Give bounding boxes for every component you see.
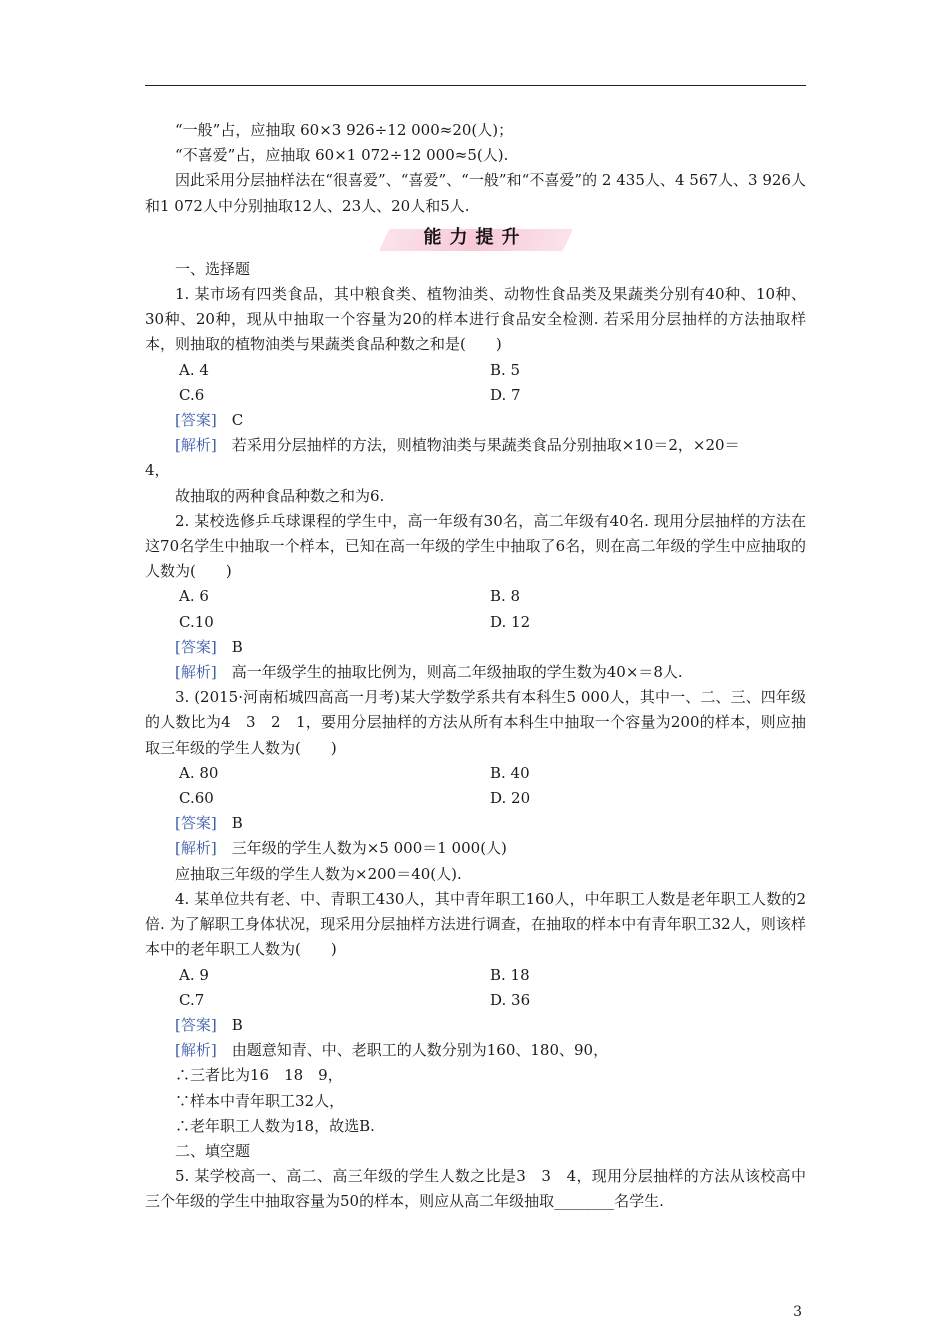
answer-tag: [答案]	[175, 814, 217, 833]
header-rule	[145, 85, 806, 86]
explanation-line: 4，	[145, 461, 170, 480]
option-c: C.60	[179, 789, 214, 808]
banner-title: 能力提升	[423, 227, 528, 249]
explanation-line	[145, 1038, 806, 1063]
options-row	[145, 584, 806, 609]
explanation-tag: [解析]	[175, 1041, 217, 1060]
question-stem: 5. 某学校高一、高二、高三年级的学生人数之比是3 3 4，现用分层抽样的方法从该校高中三个年级的学生中抽取容量为50的样本，则应从高二年级抽取________名学生.	[145, 1167, 806, 1211]
explanation-text: 若采用分层抽样的方法，则植物油类与果蔬类食品分别抽取×10＝2，×20＝	[231, 436, 740, 455]
explanation-text: 由题意知青、中、老职工的人数分别为160、180、90，	[231, 1041, 609, 1060]
question-stem: 3. (2015·河南柘城四高高一月考)某大学数学系共有本科生5 000人，其中一、二、三、四年级的人数比为4 3 2 1，要用分层抽样的方法从所有本科生中抽取一个容量为200的样本，则应抽取三年级的学生人数为( )	[145, 688, 806, 757]
option-c: C.6	[179, 385, 205, 404]
answer-line	[145, 635, 806, 660]
explanation-tag: [解析]	[175, 436, 217, 455]
option-b: B. 18	[490, 965, 530, 984]
options-row	[145, 786, 806, 811]
answer-value: B	[231, 637, 243, 656]
section-heading: 一、选择题	[175, 259, 251, 278]
option-b: B. 8	[490, 587, 521, 606]
explanation-tag: [解析]	[175, 839, 217, 858]
options-row	[145, 963, 806, 988]
explanation-line	[145, 433, 806, 458]
answer-tag: [答案]	[175, 637, 217, 656]
answer-tag: [答案]	[175, 411, 217, 430]
option-d: D. 7	[490, 385, 521, 404]
options-row	[145, 358, 806, 383]
option-c: C.7	[179, 990, 205, 1009]
explanation-line: 故抽取的两种食品种数之和为6.	[175, 486, 385, 505]
answer-tag: [答案]	[175, 1015, 217, 1034]
question-stem: 2. 某校选修乒乓球课程的学生中，高一年级有30名，高二年级有40名. 现用分层抽样的方法在这70名学生中抽取一个样本，已知在高一年级的学生中抽取了6名，则在高二年级的学生中应抽取的人数为( )	[145, 511, 806, 581]
option-a: A. 80	[179, 763, 219, 782]
option-a: A. 6	[179, 587, 209, 606]
explanation-line: ∵样本中青年职工32人，	[175, 1091, 345, 1110]
question-stem: 1. 某市场有四类食品，其中粮食类、植物油类、动物性食品类及果蔬类分别有40种、10种、30种、20种，现从中抽取一个容量为20的样本进行食品安全检测. 若采用分层抽样的方法抽取样本，则抽取的植物油类与果蔬类食品种数之和是( )	[145, 285, 806, 354]
option-c: C.10	[179, 612, 214, 631]
option-d: D. 36	[490, 990, 531, 1009]
option-b: B. 5	[490, 360, 521, 379]
text-line: “一般”占，应抽取 60×3 926÷12 000≈20(人)；	[175, 121, 514, 139]
page-number: 3	[793, 1304, 802, 1320]
options-row	[145, 383, 806, 408]
explanation-text: 三年级的学生人数为×5 000＝1 000(人)	[231, 839, 507, 858]
text-line: “不喜爱”占，应抽取 60×1 072÷12 000≈5(人).	[175, 146, 509, 165]
answer-value: B	[231, 814, 243, 833]
explanation-line	[145, 660, 806, 685]
explanation-line	[145, 836, 806, 861]
question-stem: 4. 某单位共有老、中、青职工430人，其中青年职工160人，中年职工人数是老年职工人数的2倍. 为了解职工身体状况，现采用分层抽样方法进行调查，在抽取的样本中有青年职工32人，则该样本中的老年职工人数为( )	[145, 889, 806, 959]
section-heading: 二、填空题	[175, 1141, 251, 1160]
option-d: D. 20	[490, 789, 531, 808]
text-paragraph: 因此采用分层抽样法在“很喜爱”、“喜爱”、“一般”和“不喜爱”的 2 435人、4 567人、3 926人和1 072人中分别抽取12人、23人、20人和5人.	[145, 171, 806, 215]
option-a: A. 9	[179, 965, 209, 984]
page-content	[145, 118, 806, 1215]
explanation-line: ∴老年职工人数为18，故选B.	[175, 1116, 375, 1135]
answer-line	[145, 811, 806, 836]
section-banner	[376, 223, 576, 253]
explanation-line: 应抽取三年级的学生人数为×200＝40(人).	[175, 864, 462, 883]
explanation-line: ∴三者比为16 18 9，	[175, 1066, 343, 1085]
options-row	[145, 610, 806, 635]
option-b: B. 40	[490, 763, 530, 782]
options-row	[145, 988, 806, 1013]
answer-value: C	[231, 411, 244, 430]
explanation-text: 高一年级学生的抽取比例为，则高二年级抽取的学生数为40×＝8人.	[231, 663, 683, 682]
answer-value: B	[231, 1015, 243, 1034]
answer-line	[145, 1013, 806, 1038]
options-row	[145, 761, 806, 786]
option-d: D. 12	[490, 612, 531, 631]
option-a: A. 4	[179, 360, 209, 379]
answer-line	[145, 408, 806, 433]
explanation-tag: [解析]	[175, 663, 217, 682]
